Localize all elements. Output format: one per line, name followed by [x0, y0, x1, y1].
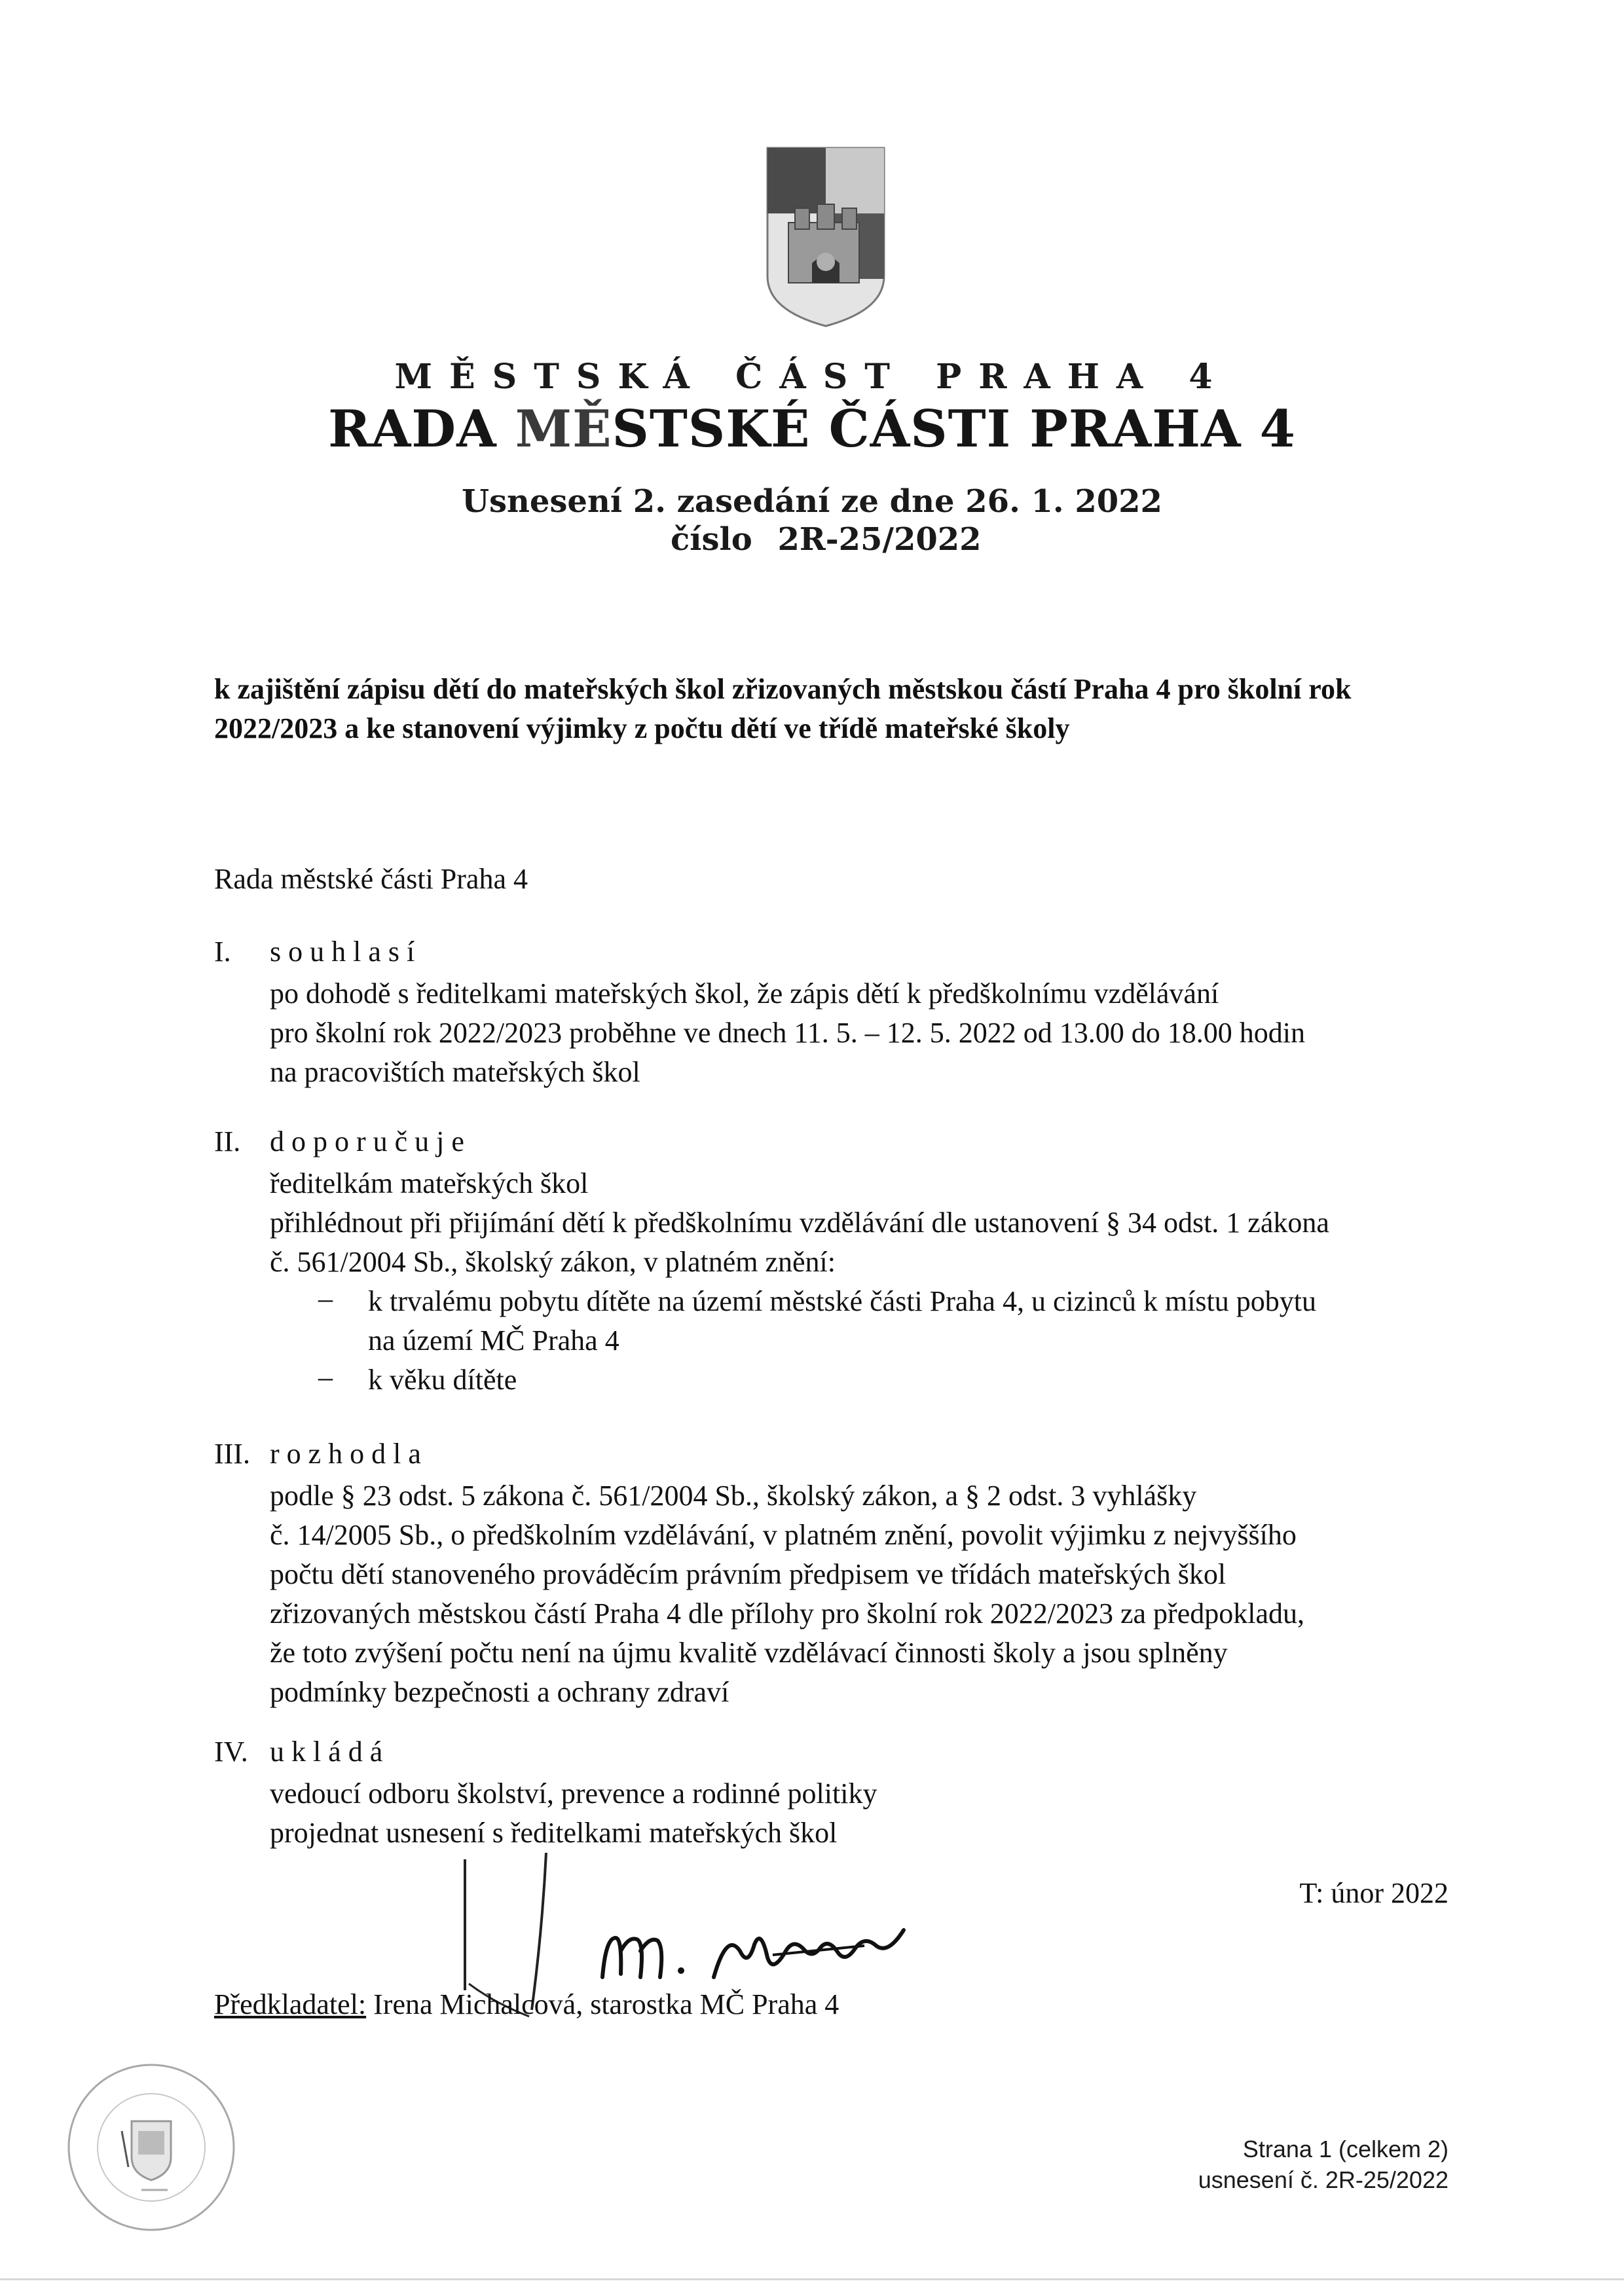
- section-heading: doporučuje: [270, 1125, 471, 1157]
- list-bullet: –: [318, 1283, 333, 1315]
- section-numeral: IV.: [214, 1736, 248, 1768]
- resolution-reference: usnesení č. 2R-25/2022: [1198, 2166, 1449, 2193]
- section-body: ředitelkám mateřských škol přihlédnout při přijímání dětí k předškolnímu vzdělávání dle ustanovení § 34 odst. 1 zákona č. 561/2004 Sb., školský zákon, v platném znění:: [270, 1167, 1329, 1278]
- list-bullet: –: [318, 1361, 333, 1393]
- section-numeral: I.: [214, 936, 231, 968]
- section-heading: rozhodla: [270, 1438, 428, 1470]
- scan-edge-divider: [0, 2278, 1624, 2280]
- submitter: Předkladatel: Irena Michalcová, starostka MČ Praha 4: [214, 1988, 840, 2020]
- section-heading: souhlasí: [270, 936, 422, 968]
- section-body: podle § 23 odst. 5 zákona č. 561/2004 Sb., školský zákon, a § 2 odst. 3 vyhlášky č. 14/2005 Sb., o předškolním vzdělávání, v platném znění, povolit výjimku z nejvyššího počtu dětí stanoveného prováděcím právním předpisem ve třídách mateřských škol zřizovaných městskou částí Praha 4 dle přílohy pro školní rok 2022/2023 za předpokladu, že toto zvýšení počtu není na újmu kvalitě vzdělávací činnosti školy a jsou splněny podmínky bezpečnosti a ochrany zdraví: [270, 1480, 1304, 1708]
- municipality-title: MĚSTSKÁ ČÁST PRAHA 4: [394, 357, 1230, 397]
- official-stamp-icon: [63, 2059, 240, 2236]
- intro-text: Rada městské části Praha 4: [214, 863, 528, 895]
- page-number: Strana 1 (celkem 2): [1242, 2136, 1449, 2162]
- list-item: k trvalému pobytu dítěte na území městské části Praha 4, u cizinců k místu pobytu na území MČ Praha 4: [368, 1285, 1317, 1357]
- deadline: T: únor 2022: [1299, 1877, 1449, 1909]
- page-info: [1198, 2134, 1449, 2195]
- resolution-number: číslo 2R-25/2022: [671, 521, 982, 558]
- section-numeral: III.: [214, 1438, 250, 1470]
- section-numeral: II.: [214, 1125, 241, 1157]
- section-body: vedoucí odboru školství, prevence a rodinné politiky projednat usnesení s ředitelkami mateřských škol: [270, 1777, 877, 1849]
- council-title: RADA MĚSTSKÉ ČÁSTI PRAHA 4: [328, 399, 1296, 459]
- resolution-subject: k zajištění zápisu dětí do mateřských škol zřizovaných městskou částí Praha 4 pro školní rok 2022/2023 a ke stanovení výjimky z počtu dětí ve třídě mateřské školy: [214, 673, 1352, 744]
- section-body: po dohodě s ředitelkami mateřských škol, že zápis dětí k předškolnímu vzdělávání pro školní rok 2022/2023 proběhne ve dnech 11. 5. – 12. 5. 2022 od 13.00 do 18.00 hodin na pracovištích mateřských škol: [270, 977, 1305, 1088]
- handwritten-signature: [576, 1912, 930, 1990]
- coat-of-arms-icon: [765, 145, 887, 329]
- section-heading: ukládá: [270, 1736, 390, 1768]
- resolution-session: Usnesení 2. zasedání ze dne 26. 1. 2022: [462, 483, 1162, 520]
- list-item: k věku dítěte: [368, 1364, 517, 1396]
